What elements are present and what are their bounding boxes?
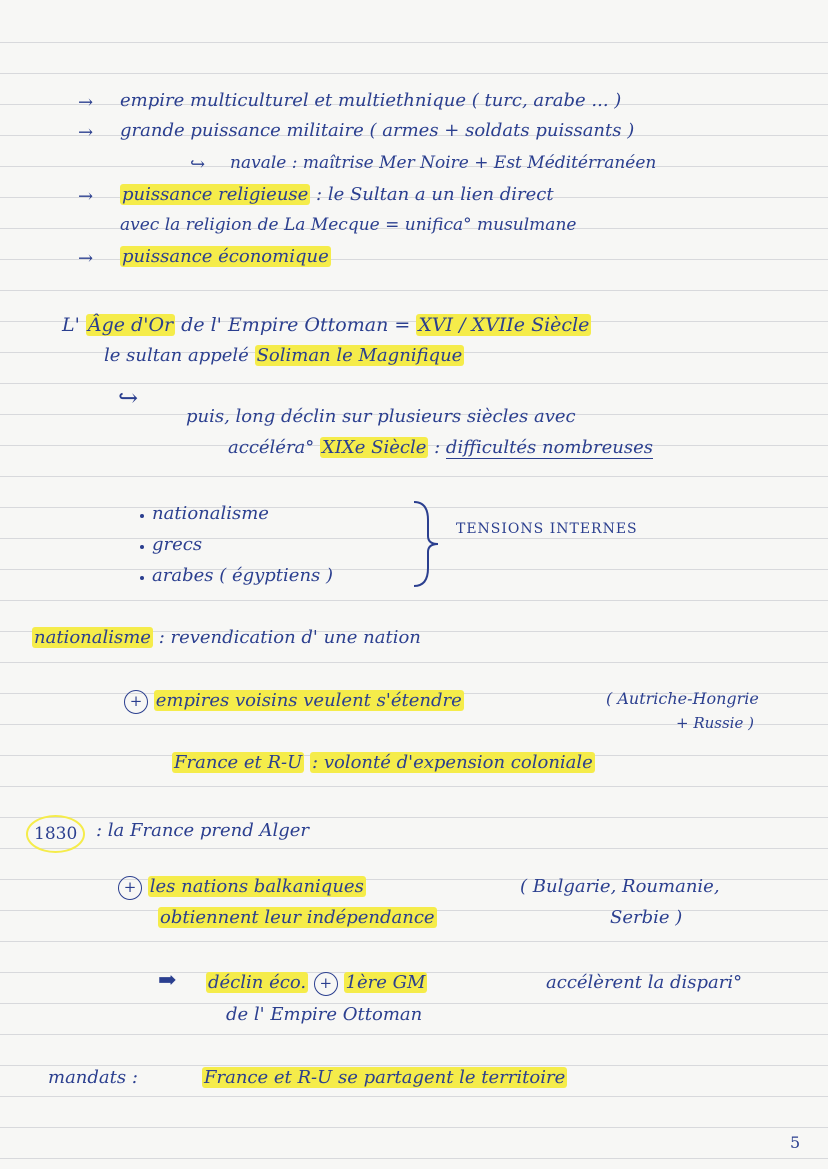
line-nationalism-def (32, 627, 421, 649)
highlight-19th-century: XIXe Siècle (322, 437, 427, 458)
bullet-nationalism: nationalisme (152, 503, 269, 524)
text-serbia: Serbie ) (610, 907, 683, 928)
highlight-decline-eco: déclin éco. (208, 972, 307, 993)
label-mandates: mandats : (48, 1067, 138, 1088)
line-military: grande puissance militaire ( armes + soldats puissants ) (120, 120, 635, 141)
line-religious (120, 184, 554, 206)
line-decline: puis, long déclin sur plusieurs siècles avec (186, 406, 576, 427)
highlight-suleiman: Soliman le Magnifique (256, 345, 463, 366)
line-algiers: : la France prend Alger (96, 820, 310, 841)
text-russia: + Russie ) (676, 714, 754, 732)
text-bulgaria-romania: ( Bulgarie, Roumanie, (520, 876, 720, 897)
text-acceleration: accéléra° (228, 437, 315, 458)
arrow-icon: → (78, 92, 94, 113)
bold-arrow-icon: ➡ (158, 968, 177, 993)
label-tensions: TENSIONS INTERNES (456, 521, 638, 537)
text-l: L' (62, 314, 80, 336)
curved-arrow-icon: ↪ (118, 384, 139, 412)
plus-circle-icon: + (124, 690, 148, 714)
line-mandates (202, 1067, 567, 1089)
year-1830-circled: 1830 (26, 815, 85, 853)
highlight-colonial-will: : volonté d'expension coloniale (312, 752, 593, 773)
highlight-nationalism: nationalisme (34, 627, 151, 648)
highlight-france-uk: France et R-U (174, 752, 303, 773)
bullet-icon (140, 576, 144, 580)
line-balkans (118, 876, 366, 900)
line-mecca: avec la religion de La Mecque = unifica° musulmane (120, 215, 577, 235)
text-empire-ottoman: de l' Empire Ottoman = (181, 314, 411, 336)
highlight-ww1: 1ère GM (345, 972, 426, 993)
bullet-greeks: grecs (152, 534, 203, 555)
arrow-icon: → (78, 122, 94, 143)
line-colonial (172, 752, 595, 774)
highlight-economic: puissance économique (122, 246, 329, 267)
line-suleiman (104, 345, 464, 367)
text-definition: : revendication d' une nation (158, 627, 421, 648)
line-acceleration (228, 437, 653, 459)
arrow-icon: → (78, 248, 94, 269)
line-independence (158, 907, 437, 929)
text-sultan: le sultan appelé (104, 345, 249, 366)
page-number: 5 (790, 1133, 801, 1152)
line-economic (120, 246, 331, 268)
highlight-empires: empires voisins veulent s'étendre (155, 690, 462, 711)
text-accelerate: accélèrent la dispari° (546, 972, 743, 993)
text-colon: : (434, 437, 441, 458)
highlight-religious: puissance religieuse (122, 184, 309, 205)
line-naval: navale : maîtrise Mer Noire + Est Méditérranéen (230, 153, 657, 173)
text-sultan-link: : le Sultan a un lien direct (316, 184, 554, 205)
highlight-golden-age: Âge d'Or (87, 314, 174, 336)
text-difficulties: difficultés nombreuses (445, 437, 653, 458)
highlight-balkan-nations: les nations balkaniques (149, 876, 364, 897)
text-austria-hungary: ( Autriche-Hongrie (606, 689, 759, 708)
arrow-icon: → (78, 186, 94, 207)
curly-brace-icon (408, 498, 442, 590)
plus-circle-icon: + (118, 876, 142, 900)
line-golden-age (62, 314, 591, 336)
plus-circle-icon: + (314, 972, 338, 996)
line-decline-eco (206, 972, 427, 996)
bullet-icon (140, 545, 144, 549)
bullet-arabs: arabes ( égyptiens ) (152, 565, 334, 586)
line-multicultural: empire multiculturel et multiethnique ( turc, arabe ... ) (120, 90, 622, 111)
bullet-icon (140, 514, 144, 518)
highlight-centuries: XVI / XVIIe Siècle (418, 314, 590, 336)
highlight-independence: obtiennent leur indépendance (160, 907, 435, 928)
highlight-partition: France et R-U se partagent le territoire (204, 1067, 566, 1088)
line-empires (124, 690, 464, 714)
arrow-icon: ↪ (190, 154, 206, 175)
line-ottoman-empire: de l' Empire Ottoman (226, 1004, 423, 1025)
